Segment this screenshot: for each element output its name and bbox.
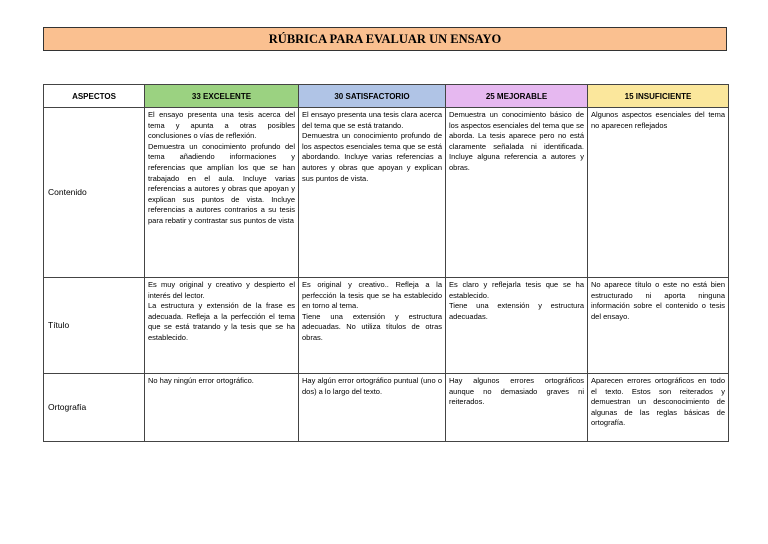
header-row [44,85,729,108]
cell-ortografia-excelente: No hay ningún error ortográfico. [145,374,299,442]
header-aspectos: ASPECTOS [44,85,145,108]
header-insuficiente: 15 INSUFICIENTE [588,85,729,108]
cell-contenido-excelente: El ensayo presenta una tesis acerca del tema y apunta a otras posibles conclusiones o vías de reflexión. Demuestra un conocimiento profundo del tema añadiendo informaciones y referencias que amplían los que se han trabajado en el aula. Incluye varias referencias a autores y obras que apoyan y explican sus puntos de vista. Incluye referencias a autores contrarios a su tesis para rebatir y contrastar sus puntos de vista [145,108,299,278]
cell-contenido-mejorable: Demuestra un conocimiento básico de los aspectos esenciales del tema que se aborda. La tesis aparece pero no está claramente señalada ni identificada. Incluye alguna referencia a autores y obras. [446,108,588,278]
cell-ortografia-insuficiente: Aparecen errores ortográficos en todo el texto. Estos son reiterados y demuestran un desconocimiento de algunas de las reglas básicas de ortografía. [588,374,729,442]
header-mejorable: 25 MEJORABLE [446,85,588,108]
aspect-label: Ortografía [44,374,145,442]
rubric-title: RÚBRICA PARA EVALUAR UN ENSAYO [268,31,502,46]
table-row-ortografia [44,374,729,442]
cell-contenido-satisfactorio: El ensayo presenta una tesis clara acerca del tema que se está tratando. Demuestra un conocimiento profundo de los aspectos esenciales tema que se está abordando. Incluye varias referencias a autores y obras que apoyan y explican sus puntos de vista. [299,108,446,278]
table-row-contenido [44,108,729,278]
cell-titulo-satisfactorio: Es original y creativo.. Refleja a la perfección la tesis que se ha establecido en torno al tema. Tiene una extensión y estructura adecuadas. No utiliza títulos de otras obras. [299,278,446,374]
cell-contenido-insuficiente: Algunos aspectos esenciales del tema no aparecen reflejados [588,108,729,278]
table-row-titulo [44,278,729,374]
cell-titulo-insuficiente: No aparece título o este no está bien estructurado ni aporta ninguna información sobre el contenido o tesis del ensayo. [588,278,729,374]
rubric-table [43,84,729,442]
aspect-label: Título [44,278,145,374]
cell-ortografia-satisfactorio: Hay algún error ortográfico puntual (uno o dos) a lo largo del texto. [299,374,446,442]
rubric-title-bar [43,27,727,51]
header-satisfactorio: 30 SATISFACTORIO [299,85,446,108]
cell-titulo-mejorable: Es claro y reflejarla tesis que se ha establecido. Tiene una extensión y estructura adecuadas. [446,278,588,374]
cell-ortografia-mejorable: Hay algunos errores ortográficos aunque no demasiado graves ni reiterados. [446,374,588,442]
aspect-label: Contenido [44,108,145,278]
header-excelente: 33 EXCELENTE [145,85,299,108]
cell-titulo-excelente: Es muy original y creativo y despierto el interés del lector. La estructura y extensión de la frase es adecuada. Refleja a la perfección el tema que se está tratando y la tesis que se ha establecido. [145,278,299,374]
